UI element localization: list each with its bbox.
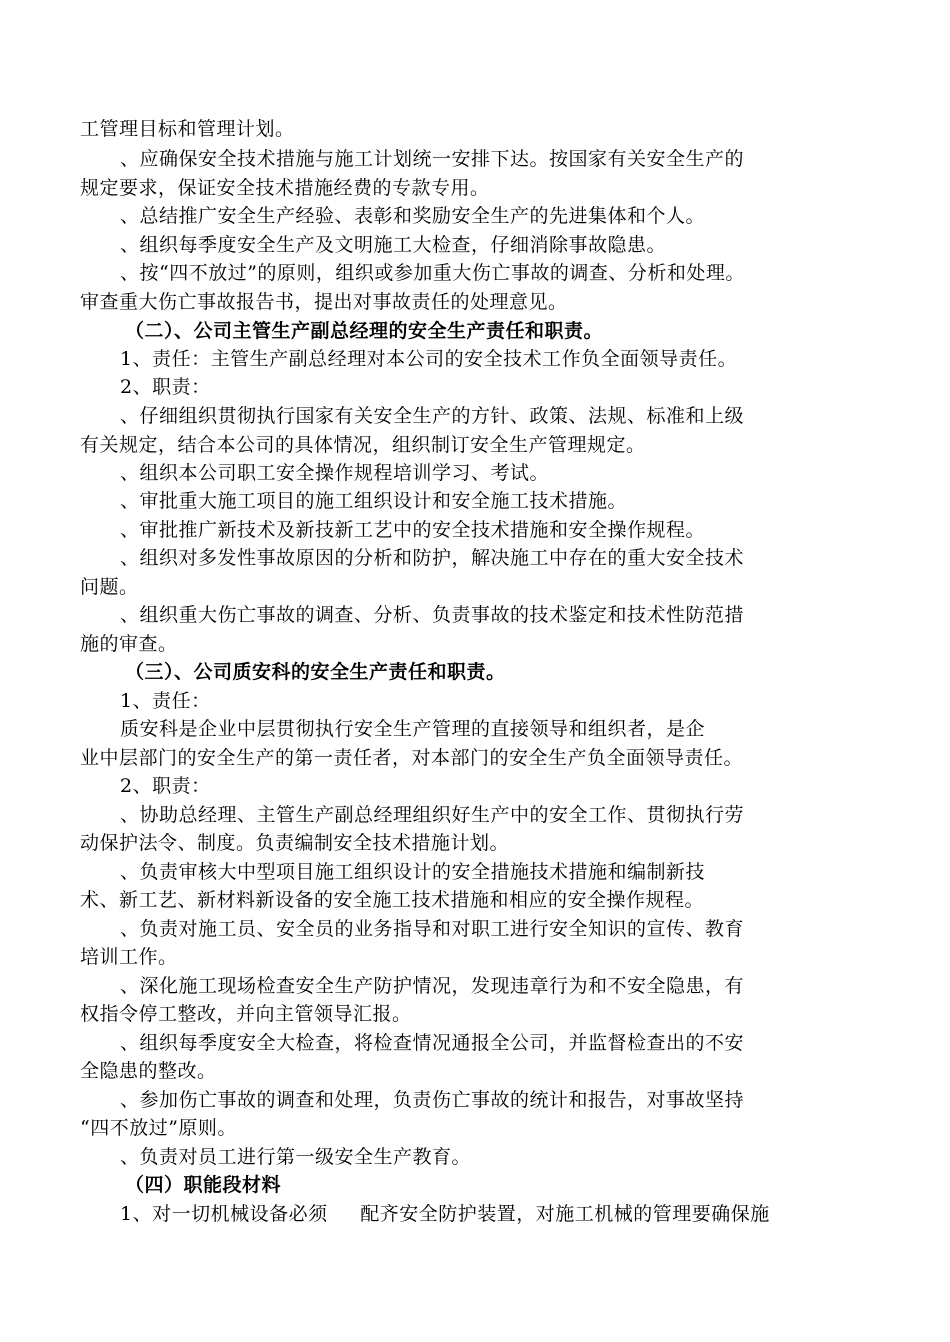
text-line: 审查重大伤亡事故报告书，提出对事故责任的处理意见。	[80, 291, 568, 313]
text-line: 1、责任：主管生产副总经理对本公司的安全技术工作负全面领导责任。	[120, 348, 738, 370]
text-line: 、负责审核大中型项目施工组织设计的安全措施技术措施和编制新技	[120, 861, 706, 883]
text-line: 、仔细组织贯彻执行国家有关安全生产的方针、政策、法规、标准和上级	[120, 405, 745, 427]
text-line: 1、责任：	[120, 690, 211, 712]
text-line: 、按“四不放过”的原则，组织或参加重大伤亡事故的调查、分析和处理。	[120, 262, 745, 284]
text-line: 动保护法令、制度。负责编制安全技术措施计划。	[80, 832, 510, 854]
text-line: 、组织本公司职工安全操作规程培训学习、考试。	[120, 462, 550, 484]
text-line: 权指令停工整改，并向主管领导汇报。	[80, 1003, 412, 1025]
section-heading: （二）、公司主管生产副总经理的安全生产责任和职责。	[125, 320, 604, 342]
text-line: “四不放过”原则。	[80, 1117, 237, 1139]
text-line: 、审批推广新技术及新技新工艺中的安全技术措施和安全操作规程。	[120, 519, 706, 541]
text-line: 施的审查。	[80, 633, 178, 655]
text-line: 2、职责：	[120, 775, 211, 797]
text-line: 、组织对多发性事故原因的分析和防护，解决施工中存在的重大安全技术	[120, 547, 745, 569]
text-line: 业中层部门的安全生产的第一责任者，对本部门的安全生产负全面领导责任。	[80, 747, 744, 769]
text-line: 、组织每季度安全生产及文明施工大检查，仔细消除事故隐患。	[120, 234, 667, 256]
text-line: 全隐患的整改。	[80, 1060, 217, 1082]
text-line: 、深化施工现场检查安全生产防护情况，发现违章行为和不安全隐患，有	[120, 975, 745, 997]
text-line: 、负责对员工进行第一级安全生产教育。	[120, 1146, 472, 1168]
text-line: 2、职责：	[120, 376, 211, 398]
text-line: 培训工作。	[80, 946, 178, 968]
text-line: 问题。	[80, 576, 139, 598]
section-heading: （三）、公司质安科的安全生产责任和职责。	[125, 661, 506, 683]
text-line: 规定要求，保证安全技术措施经费的专款专用。	[80, 177, 490, 199]
text-line: 、组织每季度安全大检查，将检查情况通报全公司，并监督检查出的不安	[120, 1032, 745, 1054]
text-line: 、总结推广安全生产经验、表彰和奖励安全生产的先进集体和个人。	[120, 205, 706, 227]
text-line: 术、新工艺、新材料新设备的安全施工技术措施和相应的安全操作规程。	[80, 889, 705, 911]
text-line: 有关规定，结合本公司的具体情况，组织制订安全生产管理规定。	[80, 434, 646, 456]
text-line: 、应确保安全技术措施与施工计划统一安排下达。按国家有关安全生产的	[120, 148, 745, 170]
text-line: 质安科是企业中层贯彻执行安全生产管理的直接领导和组织者，是企	[120, 718, 706, 740]
text-line: 1、对一切机械设备必须 配齐安全防护装置，对施工机械的管理要确保施	[120, 1203, 770, 1225]
text-line: 、审批重大施工项目的施工组织设计和安全施工技术措施。	[120, 490, 628, 512]
text-line: 工管理目标和管理计划。	[80, 118, 295, 140]
text-line: 、参加伤亡事故的调查和处理，负责伤亡事故的统计和报告，对事故坚持	[120, 1089, 745, 1111]
text-line: 、协助总经理、主管生产副总经理组织好生产中的安全工作、贯彻执行劳	[120, 804, 745, 826]
text-line: 、负责对施工员、安全员的业务指导和对职工进行安全知识的宣传、教育	[120, 918, 745, 940]
section-heading: （四）职能段材料	[125, 1174, 282, 1196]
text-line: 、组织重大伤亡事故的调查、分析、负责事故的技术鉴定和技术性防范措	[120, 604, 745, 626]
